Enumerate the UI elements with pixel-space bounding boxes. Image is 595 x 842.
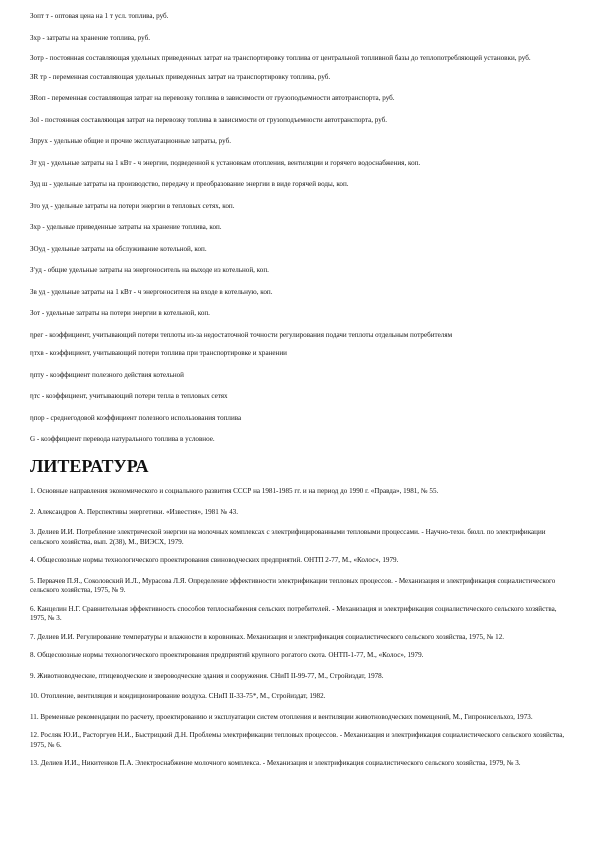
references-list	[30, 487, 570, 769]
reference-item: 12. Росляк Ю.И., Расторгуев Н.И., Быстрицкий Д.Н. Проблемы электрификации тепловых процессов. - Механизация и электрификация социалистического сельского хозяйства, 1975, № 6.	[30, 731, 565, 749]
reference-item: 4. Общесоюзные нормы технологического проектирования свиноводческих предприятий. ОНТП 2-77, М., «Колос», 1979.	[30, 556, 399, 564]
reference-item: 8. Общесоюзные нормы технологического проектирования предприятий крупного рогатого скота. ОНТП-1-77, М., «Колос», 1979.	[30, 651, 424, 659]
definition-item: ηтхв - коэффициент, учитывающий потери топлива при транспортировке и хранении	[30, 349, 287, 357]
definition-item: ηпор - среднегодовой коэффициент полезного использования топлива	[30, 413, 242, 422]
definition-item: Зот - удельные затраты на потери энергии в котельной, коп.	[30, 309, 210, 317]
definition-item: Зт уд - удельные затраты на 1 кВт - ч энергии, подведенной к установкам отопления, вентиляции и горячего водоснабжения, коп.	[30, 158, 421, 167]
definition-item: Зпрух - удельные общие и прочие эксплуатационные затраты, руб.	[30, 137, 231, 145]
definition-item: Зотр - постоянная составляющая удельных приведенных затрат на транспортировку топлива от центральной топливной базы до теплопотребляющей установки, руб.	[30, 54, 531, 62]
reference-item: 6. Канцелин Н.Г. Сравнительная эффективность способов теплоснабжения сельских потребителей. - Механизация и электрификация социалистического сельского хозяйства, 1975, № 3.	[30, 604, 557, 622]
definition-item: ηпту - коэффициент полезного действия котельной	[30, 370, 184, 379]
reference-item: 13. Делиев И.И., Никитенков П.А. Электроснабжение молочного комплекса. - Механизация и электрификация социалистического сельского хозяйства, 1979, № 3.	[30, 759, 521, 767]
definition-item: Зуд ш - удельные затраты на производство, передачу и преобразование энергии в виде горячей воды, коп.	[30, 180, 349, 188]
definition-item: Зʹуд - общие удельные затраты на энергоноситель на выходе из котельной, коп.	[30, 266, 269, 274]
reference-item: 2. Александров А. Перспективы энергетики. «Известия», 1981 № 43.	[30, 507, 238, 516]
definition-item: ЗОуд - удельные затраты на обслуживание котельной, коп.	[30, 244, 207, 253]
definitions-list	[30, 12, 570, 445]
reference-item: 7. Делиев И.И. Регулирование температуры и влажности в коровниках. Механизация и электрификация социалистического сельского хозяйства, 1975, № 12.	[30, 632, 505, 641]
definition-item: Зв уд - удельные затраты на 1 кВт - ч энергоносителя на входе в котельную, коп.	[30, 287, 273, 296]
definition-item: ЗRоп - переменная составляющая затрат на перевозку топлива в зависимости от грузоподъемности автотранспорта, руб.	[30, 94, 395, 102]
definition-item: Зоl - постоянная составляющая затрат на перевозку топлива в зависимости от грузоподъемности автотранспорта, руб.	[30, 115, 388, 124]
definition-item: Зхр - удельные приведенные затраты на хранение топлива, коп.	[30, 223, 222, 231]
references-heading: ЛИТЕРАТУРА	[30, 456, 149, 476]
reference-item: 3. Делиев И.И. Потребление электрической энергии на молочных комплексах с электрифицированными тепловыми процессами. - Научно-техн. бюлл. по электрификации сельского хозяйства, вып. 2(38), М., ВИЭСХ, 1979.	[30, 528, 546, 546]
reference-item: 5. Первачев П.Я., Соколовский И.Л., Мурасова Л.Я. Определение эффективности электрификации тепловых процессов. - Механизация и электрификация социалистического сельского хозяйства, 1975, № 9.	[30, 576, 556, 594]
reference-item: 1. Основные направления экономического и социального развития СССР на 1981-1985 гг. и на период до 1990 г. «Правда», 1981, № 55.	[30, 487, 439, 495]
definition-item: Зопт т - оптовая цена на 1 т усл. топлива, руб.	[30, 12, 169, 20]
definition-item: ηрег - коэффициент, учитывающий потери теплоты из-за недостаточной точности регулирования подачи теплоты отдельным потребителям	[30, 330, 453, 339]
definition-item: ηтс - коэффициент, учитывающий потери тепла в тепловых сетях	[30, 392, 228, 400]
reference-item: 11. Временные рекомендации по расчету, проектированию и эксплуатации систем отопления и вентиляции животноводческих помещений, М., Гипронисельхоз, 1973.	[30, 712, 533, 721]
definition-item: G - коэффициент перевода натурального топлива в условное.	[30, 435, 215, 443]
definition-item: Зто уд - удельные затраты на потери энергии в тепловых сетях, коп.	[30, 201, 235, 210]
definition-item: Зхр - затраты на хранение топлива, руб.	[30, 33, 151, 42]
definition-item: ЗR тр - переменная составляющая удельных приведенных затрат на транспортировку топлива, руб.	[30, 72, 331, 81]
reference-item: 10. Отопление, вентиляция и кондиционирование воздуха. СНиП II-33-75*, М., Стройиздат, 1982.	[30, 692, 326, 700]
reference-item: 9. Животноводческие, птицеводческие и звероводческие здания и сооружения. СНиП II-99-77, М., Стройиздат, 1978.	[30, 671, 384, 680]
